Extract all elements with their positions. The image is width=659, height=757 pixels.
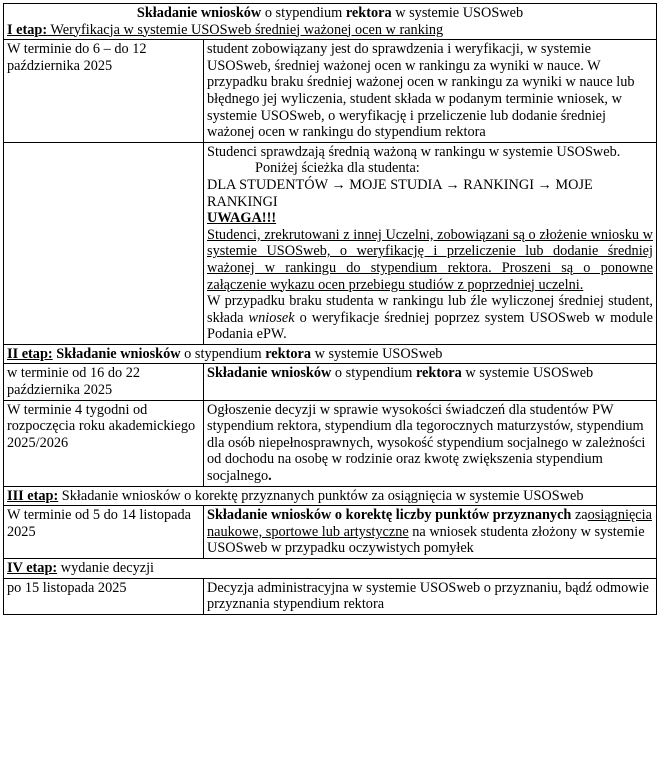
table-row bbox=[4, 506, 657, 559]
missing-ranking-note: W przypadku braku studenta w rankingu lub źle wyliczonej średniej student, składa wniosek o weryfikacje średniej poprzez system USOSweb w module Podania ePW. bbox=[207, 293, 653, 343]
table-row bbox=[4, 578, 657, 614]
page-title: Składanie wniosków o stypendium rektora w systemie USOSweb bbox=[136, 5, 524, 21]
table-row bbox=[4, 40, 657, 143]
date-cell: W terminie 4 tygodni od rozpoczęcia roku akademickiego 2025/2026 bbox=[4, 400, 204, 486]
table-row bbox=[4, 364, 657, 400]
description-cell: Ogłoszenie decyzji w sprawie wysokości świadczeń dla studentów PW stypendium rektora, stypendium dla tegorocznych maturzystów, stypendium dla osób niepełnosprawnych, wysokość stypendium socjalnego w zależności od dochodu na osobę w rodzinie oraz kwotę zwiększenia stypendium socjalnego. bbox=[204, 400, 657, 486]
description-cell: Składanie wniosków o stypendium rektora w systemie USOSweb bbox=[204, 364, 657, 400]
description-cell: Decyzja administracyjna w systemie USOSweb o przyznaniu, bądź odmowie przyznania stypendium rektora bbox=[204, 578, 657, 614]
table-row bbox=[4, 400, 657, 486]
stage-4-heading: IV etap: wydanie decyzji bbox=[4, 559, 657, 579]
stage-4-heading-row bbox=[4, 559, 657, 579]
instruction-line: Poniżej ścieżka dla studenta: bbox=[255, 160, 420, 177]
stage-2-heading-row bbox=[4, 344, 657, 364]
navigation-path: DLA STUDENTÓW → MOJE STUDIA → RANKINGI → MOJE RANKINGI bbox=[207, 176, 593, 210]
transfer-students-note: Studenci, zrekrutowani z innej Uczelni, zobowiązani są o złożenie wniosku w systemie USOSweb, o weryfikację i przeliczenie lub dodanie średniej ważonej w rankingu do stypendium rektora. Proszeni są o ponowne załączenie wykazu ocen przebiegu studiów z poprzedniej uczelni. bbox=[207, 226, 653, 293]
date-cell: W terminie od 5 do 14 listopada 2025 bbox=[4, 506, 204, 559]
stage-2-heading: II etap: Składanie wniosków o stypendium rektora w systemie USOSweb bbox=[4, 344, 657, 364]
table-header-cell bbox=[4, 4, 657, 40]
table-row bbox=[4, 142, 657, 344]
table-header-row bbox=[4, 4, 657, 40]
stage-3-heading: III etap: Składanie wniosków o korektę przyznanych punktów za osiągnięcia w systemie USOSweb bbox=[4, 486, 657, 506]
warning-label: UWAGA!!! bbox=[207, 210, 277, 227]
description-cell: Składanie wniosków o korektę liczby punktów przyznanych zaosiągnięcia naukowe, sportowe lub artystyczne na wniosek studenta złożony w systemie USOSweb w przypadku oczywistych pomyłek bbox=[204, 506, 657, 559]
stage-1-heading: I etap: Weryfikacja w systemie USOSweb średniej ważonej ocen w ranking bbox=[7, 21, 444, 38]
description-cell: student zobowiązany jest do sprawdzenia i weryfikacji, w systemie USOSweb, średniej ważonej ocen w rankingu za wyniki w nauce. W przypadku braku średniej ważonej ocen w rankingu za wyniki w nauce lub błędnego jej wyliczenia, student składa w podanym terminie wniosek, w systemie USOSweb, o weryfikację i przeliczenie lub dodanie średniej ważonej ocen w rankingu do stypendium rektora bbox=[204, 40, 657, 143]
date-cell: w terminie od 16 do 22 października 2025 bbox=[4, 364, 204, 400]
date-cell: po 15 listopada 2025 bbox=[4, 578, 204, 614]
description-cell bbox=[204, 142, 657, 344]
schedule-table bbox=[3, 3, 657, 615]
date-cell-empty bbox=[4, 142, 204, 344]
date-cell: W terminie do 6 – do 12 października 2025 bbox=[4, 40, 204, 143]
stage-3-heading-row bbox=[4, 486, 657, 506]
instruction-line: Studenci sprawdzają średnią ważoną w rankingu w systemie USOSweb. bbox=[207, 143, 621, 160]
